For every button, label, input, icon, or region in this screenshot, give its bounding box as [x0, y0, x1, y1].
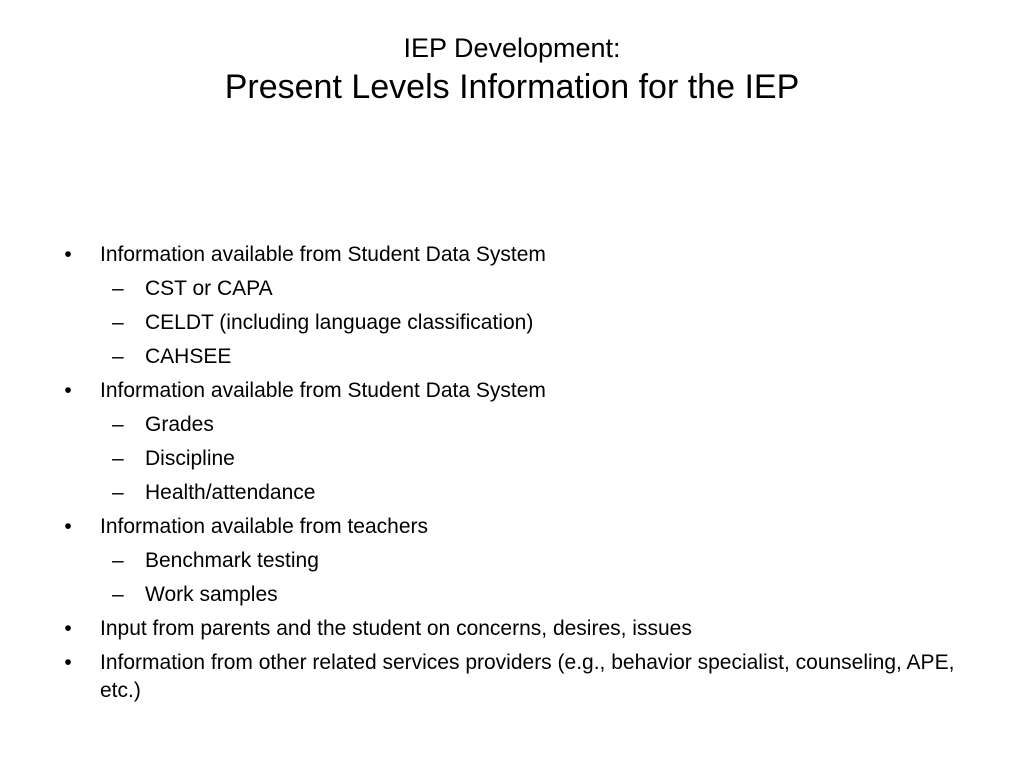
title-line-1: IEP Development: [403, 33, 621, 63]
sub-item-text: Discipline [145, 447, 235, 470]
bullet-icon: • [64, 515, 72, 538]
bullet-icon: • [64, 651, 72, 674]
bullet-text: Information from other related services providers (e.g., behavior specialist, counseling, APE, etc.) [100, 651, 955, 702]
bullet-icon: • [64, 243, 72, 266]
sub-item-text: CELDT (including language classification) [145, 311, 534, 334]
sub-item-text: Benchmark testing [145, 549, 319, 572]
dash-icon: – [112, 583, 124, 606]
bullet-item [58, 649, 958, 705]
sub-item [100, 581, 958, 609]
bullet-item [58, 615, 958, 643]
bullet-text: Information available from Student Data System [100, 243, 546, 266]
sub-item-text: CST or CAPA [145, 277, 273, 300]
sub-item [100, 547, 958, 575]
sub-item [100, 411, 958, 439]
dash-icon: – [112, 549, 124, 572]
dash-icon: – [112, 277, 124, 300]
slide-title [0, 30, 1024, 108]
dash-icon: – [112, 311, 124, 334]
dash-icon: – [112, 413, 124, 436]
sub-item [100, 343, 958, 371]
bullet-item [58, 513, 958, 609]
sub-item [100, 479, 958, 507]
dash-icon: – [112, 345, 124, 368]
bullet-item [58, 377, 958, 507]
sub-item [100, 275, 958, 303]
sub-item [100, 309, 958, 337]
dash-icon: – [112, 481, 124, 504]
dash-icon: – [112, 447, 124, 470]
sub-item-text: Grades [145, 413, 214, 436]
sub-item-text: Health/attendance [145, 481, 316, 504]
sub-list [100, 275, 958, 371]
sub-item-text: CAHSEE [145, 345, 232, 368]
sub-item-text: Work samples [145, 583, 278, 606]
title-line-2: Present Levels Information for the IEP [224, 68, 800, 106]
bullet-text: Information available from teachers [100, 515, 428, 538]
bullet-icon: • [64, 379, 72, 402]
bullet-icon: • [64, 617, 72, 640]
sub-item [100, 445, 958, 473]
bullet-list-container [58, 241, 958, 711]
bullet-text: Input from parents and the student on concerns, desires, issues [100, 617, 692, 640]
sub-list [100, 547, 958, 609]
sub-list [100, 411, 958, 507]
bullet-list [58, 241, 958, 705]
bullet-item [58, 241, 958, 371]
bullet-text: Information available from Student Data System [100, 379, 546, 402]
